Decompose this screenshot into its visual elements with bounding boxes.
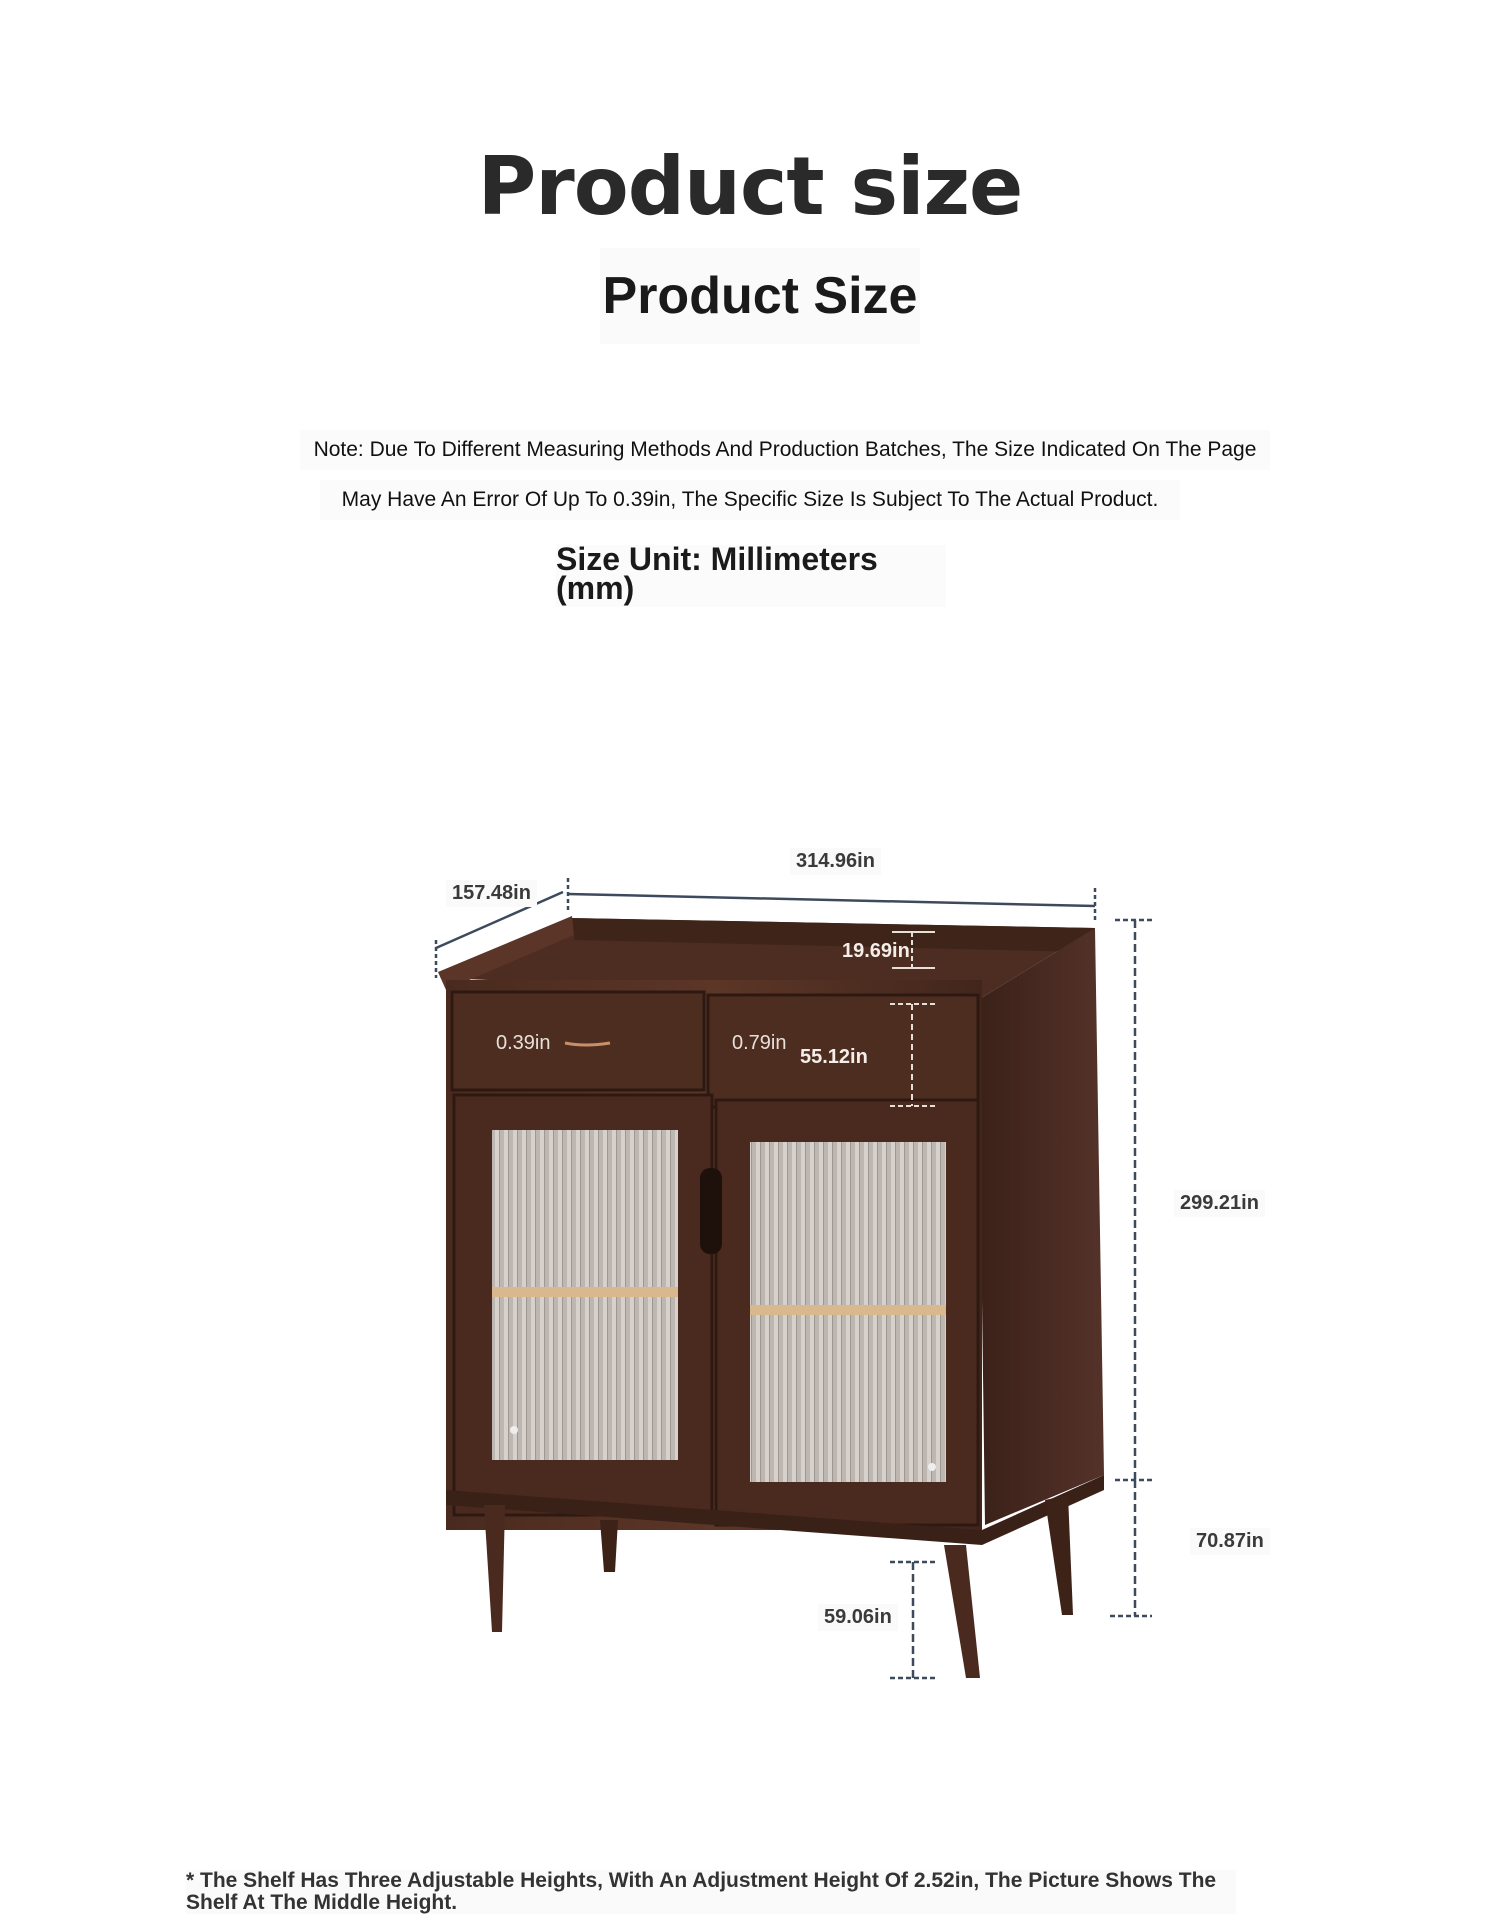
leg-back-left bbox=[600, 1520, 618, 1572]
leg-front-right bbox=[944, 1545, 980, 1678]
leg-height-label: 70.87in bbox=[1190, 1528, 1270, 1555]
leg-front-left bbox=[484, 1505, 505, 1632]
top-rail-label: 19.69in bbox=[842, 940, 910, 962]
drawer-gap-left-label: 0.39in bbox=[496, 1032, 551, 1054]
clearance-label: 59.06in bbox=[818, 1604, 898, 1631]
depth-label: 157.48in bbox=[446, 880, 537, 907]
door-right bbox=[716, 1100, 978, 1525]
shelf-right bbox=[750, 1305, 946, 1315]
drawer-height-label: 55.12in bbox=[800, 1046, 868, 1068]
drawer-gap-right-label: 0.79in bbox=[732, 1032, 787, 1054]
cabinet-side-panel bbox=[978, 928, 1104, 1525]
size-unit-label: Size Unit: Millimeters (mm) bbox=[556, 545, 946, 607]
door-handle-slot bbox=[700, 1168, 722, 1254]
leg-back-right bbox=[1045, 1495, 1073, 1615]
note-line-2: May Have An Error Of Up To 0.39in, The Specific Size Is Subject To The Actual Product. bbox=[320, 480, 1180, 520]
drawer-left bbox=[452, 992, 704, 1090]
section-title: Product Size bbox=[600, 248, 920, 344]
width-label: 314.96in bbox=[790, 848, 881, 875]
shelf-footnote: * The Shelf Has Three Adjustable Heights, With An Adjustment Height Of 2.52in, The Picture Shows The Shelf At The Middle Height. bbox=[186, 1870, 1236, 1914]
note-line-1: Note: Due To Different Measuring Methods And Production Batches, The Size Indicated On The Page bbox=[300, 430, 1270, 470]
width-dimension-line bbox=[568, 894, 1095, 906]
page-title: Product size bbox=[477, 140, 1023, 233]
door-left bbox=[454, 1095, 712, 1515]
shelf-left bbox=[492, 1287, 678, 1297]
body-height-label: 299.21in bbox=[1174, 1190, 1265, 1217]
